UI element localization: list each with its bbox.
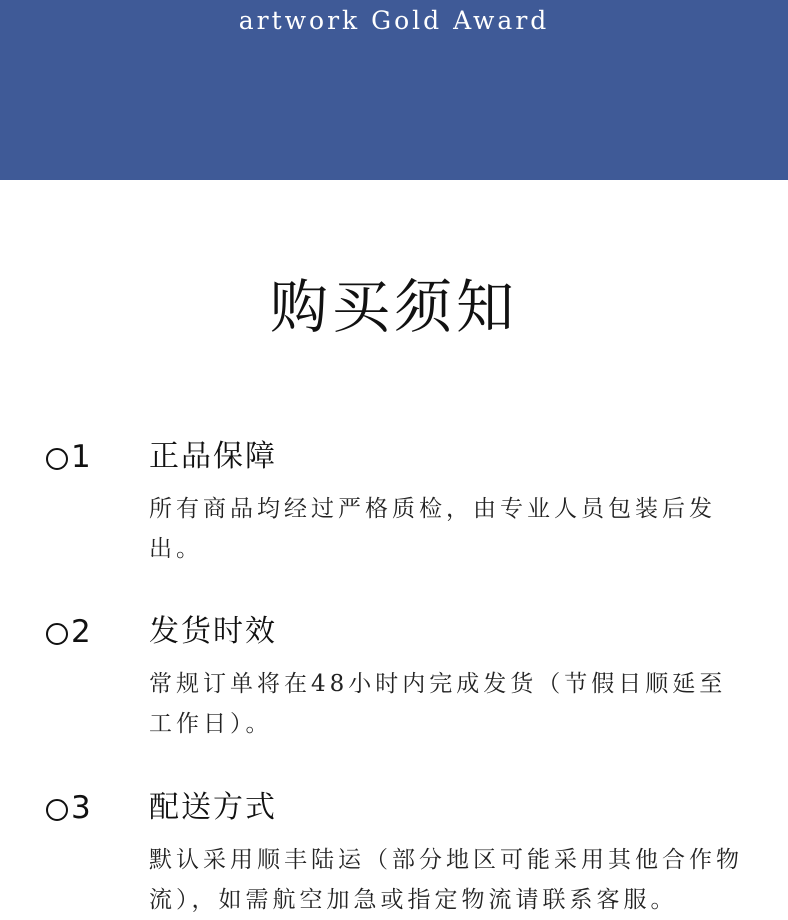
section-number — [46, 788, 92, 828]
circle-zero-glyph — [46, 799, 68, 821]
section-number — [46, 437, 92, 477]
circle-zero-glyph — [46, 623, 68, 645]
section-heading: 正品保障 — [149, 439, 277, 474]
banner-title: artwork Gold Award — [238, 6, 550, 35]
page-title: 购买须知 — [269, 273, 518, 341]
section-heading: 发货时效 — [149, 614, 277, 649]
section-number-digit: 3 — [71, 790, 92, 826]
section-number-digit: 1 — [71, 439, 92, 475]
section-body: 默认采用顺丰陆运（部分地区可能采用其他合作物流），如需航空加急或指定物流请联系客服。 — [149, 847, 743, 913]
section-body: 常规订单将在48小时内完成发货（节假日顺延至工作日）。 — [149, 671, 727, 737]
section-number-digit: 2 — [71, 614, 92, 650]
section-body: 所有商品均经过严格质检，由专业人员包装后发出。 — [149, 496, 716, 562]
section-heading: 配送方式 — [149, 790, 277, 825]
section-number — [46, 612, 92, 652]
circle-zero-glyph — [46, 448, 68, 470]
header-banner — [0, 0, 788, 180]
